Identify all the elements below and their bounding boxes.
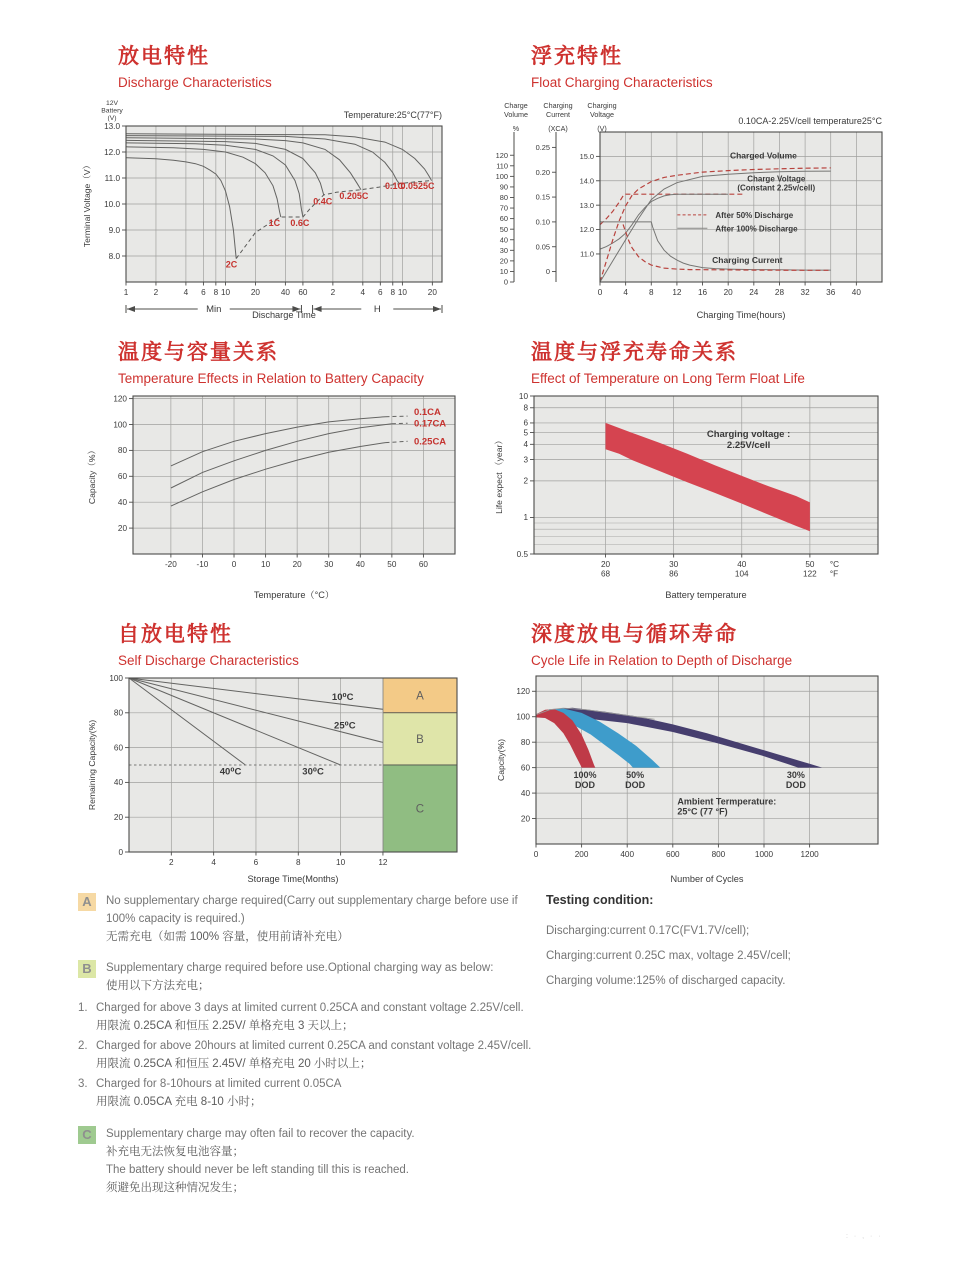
svg-text:20: 20 <box>520 814 530 824</box>
svg-text:14.0: 14.0 <box>579 176 594 186</box>
svg-text:50: 50 <box>387 560 397 569</box>
svg-text:28: 28 <box>774 288 785 297</box>
section-discharge-heading <box>118 40 272 90</box>
svg-text:12.0: 12.0 <box>104 147 120 157</box>
scan-artifact: : · , · · <box>846 1233 883 1240</box>
cycle-life-title-en: Cycle Life in Relation to Depth of Discharge <box>531 653 793 668</box>
svg-text:0.10CA-2.25V/cell temperatur: 0.10CA-2.25V/cell temperature25°C <box>738 116 882 126</box>
svg-text:15.0: 15.0 <box>579 151 594 161</box>
float-title-en: Float Charging Characteristics <box>531 75 713 90</box>
svg-text:10.0: 10.0 <box>104 199 120 209</box>
svg-text:0: 0 <box>597 288 603 297</box>
svg-text:-10: -10 <box>196 560 209 569</box>
svg-text:Battery temperature: Battery temperature <box>665 590 747 600</box>
svg-text:60: 60 <box>117 472 127 482</box>
svg-text:86: 86 <box>669 569 679 579</box>
self-discharge-title-en: Self Discharge Characteristics <box>118 653 299 668</box>
svg-text:(V): (V) <box>597 124 607 133</box>
svg-text:4: 4 <box>623 288 628 297</box>
svg-text:100: 100 <box>516 712 530 722</box>
svg-text:Charging: Charging <box>543 101 573 110</box>
svg-text:80: 80 <box>499 193 508 203</box>
svg-text:12: 12 <box>378 858 388 867</box>
svg-text:10⁰C: 10⁰C <box>331 691 354 703</box>
svg-text:30⁰C: 30⁰C <box>302 766 324 778</box>
svg-text:1: 1 <box>123 288 129 297</box>
svg-text:60: 60 <box>298 288 308 297</box>
svg-text:(V): (V) <box>107 115 117 122</box>
note-b-cn: 使用以下方法充电； <box>106 980 210 992</box>
cycle-life-title-cn: 深度放电与循环寿命 <box>531 623 738 646</box>
svg-text:9.0: 9.0 <box>108 225 120 235</box>
svg-text:0.205C: 0.205C <box>339 190 369 201</box>
svg-text:110: 110 <box>496 161 508 171</box>
svg-text:Remaining Capacity(%): Remaining Capacity(%) <box>87 719 97 811</box>
svg-text:Storage Time(Months): Storage Time(Months) <box>247 874 339 884</box>
testing-line-1: Discharging:current 0.17C(FV1.7V/cell); <box>546 925 750 937</box>
svg-text:70: 70 <box>499 203 508 213</box>
item-text <box>96 999 524 1035</box>
float-life-plot-svg <box>492 384 888 602</box>
svg-text:6: 6 <box>523 418 528 428</box>
svg-text:Charging voltage :: Charging voltage : <box>706 428 791 440</box>
svg-text:0.05: 0.05 <box>535 242 550 252</box>
svg-text:1C: 1C <box>268 218 281 229</box>
svg-text:4: 4 <box>523 440 528 450</box>
svg-text:30%: 30% <box>786 769 805 780</box>
svg-text:20: 20 <box>117 523 127 533</box>
svg-text:80: 80 <box>520 737 530 747</box>
svg-text:40: 40 <box>520 788 530 798</box>
note-b-item-3 <box>78 1075 533 1111</box>
svg-text:10: 10 <box>220 288 231 297</box>
note-b-badge: B <box>78 960 96 978</box>
svg-text:8: 8 <box>523 403 528 413</box>
note-c-en2: The battery should never be left standing till this is reached. <box>106 1164 410 1176</box>
svg-text:5: 5 <box>523 428 528 438</box>
svg-text:13.0: 13.0 <box>104 121 120 131</box>
svg-text:100: 100 <box>495 171 508 181</box>
note-c-badge: C <box>78 1126 96 1144</box>
svg-text:(XCA): (XCA) <box>548 124 568 133</box>
svg-text:°F: °F <box>829 569 839 579</box>
svg-text:2: 2 <box>153 288 159 297</box>
svg-text:0.1C: 0.1C <box>385 180 405 191</box>
item-number: 3. <box>78 1078 88 1090</box>
note-c <box>78 1125 533 1197</box>
svg-text:3: 3 <box>523 455 528 465</box>
section-cycle-life-heading <box>531 618 792 668</box>
svg-text:200: 200 <box>574 850 589 859</box>
svg-text:2C: 2C <box>225 259 238 270</box>
svg-text:2: 2 <box>523 476 528 486</box>
float-title-cn: 浮充特性 <box>531 45 623 68</box>
svg-text:B: B <box>416 733 424 746</box>
svg-text:Life expect （year）: Life expect （year） <box>494 436 504 514</box>
svg-text:20: 20 <box>427 288 437 297</box>
svg-text:120: 120 <box>113 394 127 404</box>
svg-text:0.25CA: 0.25CA <box>413 436 447 448</box>
svg-text:2: 2 <box>330 288 336 297</box>
svg-text:Temperature:25°C(77°F): Temperature:25°C(77°F) <box>343 110 442 120</box>
item-1-en: Charged for above 3 days at limited current 0.25CA and constant voltage 2.25V/cell. <box>96 1002 524 1014</box>
float-life-title-cn: 温度与浮充寿命关系 <box>531 341 738 364</box>
svg-text:H: H <box>373 304 381 316</box>
cycle-life-chart <box>492 664 888 891</box>
note-a <box>78 892 533 946</box>
svg-text:8: 8 <box>390 288 396 297</box>
svg-text:104: 104 <box>734 569 749 579</box>
float-charging-plot-svg <box>492 98 892 322</box>
discharge-plot-svg <box>80 98 458 322</box>
svg-text:0.1CA: 0.1CA <box>413 406 441 418</box>
discharge-characteristics-chart <box>80 98 458 327</box>
svg-text:80: 80 <box>113 708 123 718</box>
svg-text:Charge: Charge <box>504 101 528 110</box>
svg-text:120: 120 <box>516 687 530 697</box>
svg-text:Ambient Termperature:: Ambient Termperature: <box>677 796 777 807</box>
note-a-cn: 无需充电（如需 100% 容量，使用前请补充电） <box>106 931 349 943</box>
svg-text:100: 100 <box>109 673 123 683</box>
svg-text:8: 8 <box>648 288 654 297</box>
section-float-life-heading <box>531 336 805 386</box>
svg-text:400: 400 <box>620 850 635 859</box>
svg-text:50%: 50% <box>626 769 645 780</box>
svg-text:600: 600 <box>665 850 680 859</box>
svg-text:6: 6 <box>378 288 383 297</box>
svg-text:32: 32 <box>800 288 810 297</box>
svg-text:0.17CA: 0.17CA <box>413 418 447 430</box>
note-b <box>78 959 533 995</box>
self-discharge-plot-svg <box>83 664 465 886</box>
temp-capacity-title-cn: 温度与容量关系 <box>118 341 279 364</box>
svg-text:0.15: 0.15 <box>535 192 550 202</box>
svg-text:90: 90 <box>499 182 508 192</box>
svg-text:24: 24 <box>749 288 759 297</box>
svg-text:40: 40 <box>117 497 127 507</box>
svg-text:4: 4 <box>183 288 189 297</box>
svg-text:8: 8 <box>213 288 219 297</box>
svg-text:Terminal Voltage（V）: Terminal Voltage（V） <box>82 160 92 248</box>
svg-text:60: 60 <box>499 214 508 224</box>
svg-text:8.0: 8.0 <box>108 251 120 261</box>
svg-text:0: 0 <box>545 267 550 277</box>
item-3-en: Charged for 8-10hours at limited current 0.05CA <box>96 1078 342 1090</box>
svg-text:25°C (77 °F): 25°C (77 °F) <box>677 806 728 817</box>
svg-text:C: C <box>415 803 425 816</box>
item-text <box>96 1037 531 1073</box>
svg-text:0: 0 <box>533 850 539 859</box>
svg-text:0.5: 0.5 <box>516 549 528 559</box>
item-2-cn: 用限流 0.25CA 和恒压 2.45V/ 单格充电 20 小时以上； <box>96 1058 372 1070</box>
svg-text:0.20: 0.20 <box>535 167 550 177</box>
note-b-item-1 <box>78 999 533 1035</box>
svg-text:80: 80 <box>117 446 127 456</box>
svg-text:0: 0 <box>503 277 508 287</box>
svg-text:40: 40 <box>113 778 123 788</box>
notes-section <box>78 892 533 1210</box>
item-number: 1. <box>78 1002 88 1014</box>
svg-text:Number of Cycles: Number of Cycles <box>670 874 744 884</box>
svg-text:20: 20 <box>723 288 733 297</box>
svg-text:1000: 1000 <box>754 850 774 859</box>
testing-line-3: Charging volume:125% of discharged capacity. <box>546 975 786 987</box>
svg-text:40: 40 <box>355 560 365 569</box>
svg-text:20: 20 <box>292 560 302 569</box>
svg-text:Discharge Time: Discharge Time <box>252 310 316 320</box>
note-b-en: Supplementary charge required before use.Optional charging way as below: <box>106 962 494 974</box>
svg-text:30: 30 <box>324 560 334 569</box>
svg-text:11.0: 11.0 <box>580 249 594 259</box>
svg-text:11.0: 11.0 <box>104 173 120 183</box>
cycle-life-plot-svg <box>492 664 888 886</box>
svg-text:1200: 1200 <box>800 850 819 859</box>
svg-text:100: 100 <box>113 420 127 430</box>
svg-text:20: 20 <box>113 813 123 822</box>
svg-text:Capacity（%）: Capacity（%） <box>87 445 97 505</box>
svg-text:Min: Min <box>206 304 222 316</box>
svg-text:DOD: DOD <box>625 779 646 790</box>
note-c-cn: 补充电无法恢复电池容量； <box>106 1146 244 1158</box>
svg-text:100%: 100% <box>573 769 597 780</box>
svg-text:13.0: 13.0 <box>579 200 594 210</box>
svg-text:Volume: Volume <box>504 110 528 119</box>
float-life-title-en: Effect of Temperature on Long Term Float Life <box>531 371 805 386</box>
svg-text:6: 6 <box>253 858 259 867</box>
svg-text:40: 40 <box>499 235 508 245</box>
svg-text:Current: Current <box>546 110 570 119</box>
svg-text:40: 40 <box>737 560 747 569</box>
svg-text:10: 10 <box>261 560 271 569</box>
svg-text:20: 20 <box>250 288 260 297</box>
svg-text:40: 40 <box>851 288 861 297</box>
svg-text:Capcity(%): Capcity(%) <box>496 738 506 782</box>
svg-text:0.0525C: 0.0525C <box>400 180 435 191</box>
svg-text:20: 20 <box>600 560 611 569</box>
note-b-item-2 <box>78 1037 533 1073</box>
svg-text:10: 10 <box>336 858 346 867</box>
svg-text:(Constant 2.25v/cell): (Constant 2.25v/cell) <box>737 183 816 193</box>
svg-text:DOD: DOD <box>785 779 806 790</box>
discharge-title-en: Discharge Characteristics <box>118 75 272 90</box>
svg-text:Charged Volume: Charged Volume <box>729 150 797 161</box>
testing-condition <box>546 893 946 994</box>
svg-text:12: 12 <box>672 288 682 297</box>
note-c-text <box>106 1125 533 1197</box>
svg-text:%: % <box>512 124 520 133</box>
item-number: 2. <box>78 1040 88 1052</box>
section-temp-capacity-heading <box>118 336 424 386</box>
svg-text:°C: °C <box>829 560 840 569</box>
item-3-cn: 用限流 0.05CA 充电 8-10 小时； <box>96 1096 262 1108</box>
note-a-badge: A <box>78 893 96 911</box>
self-discharge-chart <box>83 664 465 891</box>
svg-text:800: 800 <box>711 850 726 859</box>
svg-text:2: 2 <box>169 858 174 867</box>
float-life-chart <box>492 384 888 607</box>
svg-text:60: 60 <box>113 743 123 753</box>
temperature-capacity-chart <box>83 384 465 607</box>
testing-line-2: Charging:current 0.25C max, voltage 2.45V/cell; <box>546 950 791 962</box>
svg-text:50: 50 <box>805 560 815 569</box>
svg-text:0: 0 <box>118 847 123 857</box>
note-a-text <box>106 892 533 946</box>
discharge-title-cn: 放电特性 <box>118 45 210 68</box>
svg-text:25⁰C: 25⁰C <box>334 720 356 732</box>
svg-text:After 50% Discharge: After 50% Discharge <box>715 210 794 220</box>
svg-text:8: 8 <box>296 858 301 867</box>
note-c-cn2: 须避免出现这种情况发生； <box>106 1182 244 1194</box>
svg-text:2.25V/cell: 2.25V/cell <box>726 439 771 451</box>
svg-text:122: 122 <box>803 569 817 579</box>
note-b-text <box>106 959 533 995</box>
svg-text:6: 6 <box>201 288 206 297</box>
svg-text:Charging: Charging <box>587 101 617 110</box>
svg-text:10: 10 <box>499 267 508 277</box>
svg-text:40: 40 <box>280 288 290 297</box>
svg-text:-20: -20 <box>164 560 177 569</box>
svg-text:Charging Current: Charging Current <box>712 255 783 266</box>
svg-text:120: 120 <box>495 150 508 160</box>
svg-text:16: 16 <box>697 288 708 297</box>
svg-text:20: 20 <box>499 256 508 266</box>
section-float-heading <box>531 40 713 90</box>
svg-text:0: 0 <box>231 560 237 569</box>
svg-text:0.25: 0.25 <box>535 142 550 152</box>
svg-text:36: 36 <box>826 288 836 297</box>
svg-text:0.6C: 0.6C <box>290 218 310 229</box>
svg-text:4: 4 <box>211 858 216 867</box>
svg-text:Temperature（°C）: Temperature（°C） <box>253 590 335 600</box>
svg-text:40⁰C: 40⁰C <box>219 766 242 778</box>
svg-text:60: 60 <box>418 560 428 569</box>
svg-text:68: 68 <box>600 569 611 579</box>
temp-capacity-title-en: Temperature Effects in Relation to Battery Capacity <box>118 371 424 386</box>
svg-text:30: 30 <box>669 560 679 569</box>
svg-text:A: A <box>416 690 424 703</box>
svg-text:1: 1 <box>523 513 528 523</box>
svg-text:30: 30 <box>499 245 508 255</box>
svg-text:Battery: Battery <box>101 107 123 115</box>
note-c-en: Supplementary charge may often fail to recover the capacity. <box>106 1128 415 1140</box>
svg-text:10: 10 <box>518 391 528 401</box>
temperature-capacity-plot-svg <box>83 384 465 602</box>
svg-text:50: 50 <box>499 224 508 234</box>
float-charging-chart <box>492 98 892 327</box>
svg-text:10: 10 <box>397 288 407 297</box>
item-2-en: Charged for above 20hours at limited current 0.25CA and constant voltage 2.45V/cell. <box>96 1040 532 1052</box>
item-1-cn: 用限流 0.25CA 和恒压 2.25V/ 单格充电 3 天以上； <box>96 1020 354 1032</box>
note-a-en: No supplementary charge required(Carry out supplementary charge before use if 100% capacity is required.) <box>106 895 518 925</box>
svg-text:DOD: DOD <box>575 779 596 790</box>
item-text <box>96 1075 341 1111</box>
svg-text:12.0: 12.0 <box>579 225 594 235</box>
svg-text:12V: 12V <box>105 100 119 107</box>
svg-text:60: 60 <box>520 763 530 773</box>
testing-title: Testing condition: <box>546 893 654 907</box>
svg-text:Voltage: Voltage <box>590 110 614 119</box>
svg-text:Charging Time(hours): Charging Time(hours) <box>696 310 786 320</box>
svg-text:After 100% Discharge: After 100% Discharge <box>715 224 798 234</box>
svg-text:Charge Voltage: Charge Voltage <box>747 174 806 184</box>
svg-text:4: 4 <box>360 288 366 297</box>
self-discharge-title-cn: 自放电特性 <box>118 623 233 646</box>
section-self-discharge-heading <box>118 618 299 668</box>
svg-text:0.10: 0.10 <box>535 217 550 227</box>
svg-text:0.4C: 0.4C <box>313 196 333 207</box>
